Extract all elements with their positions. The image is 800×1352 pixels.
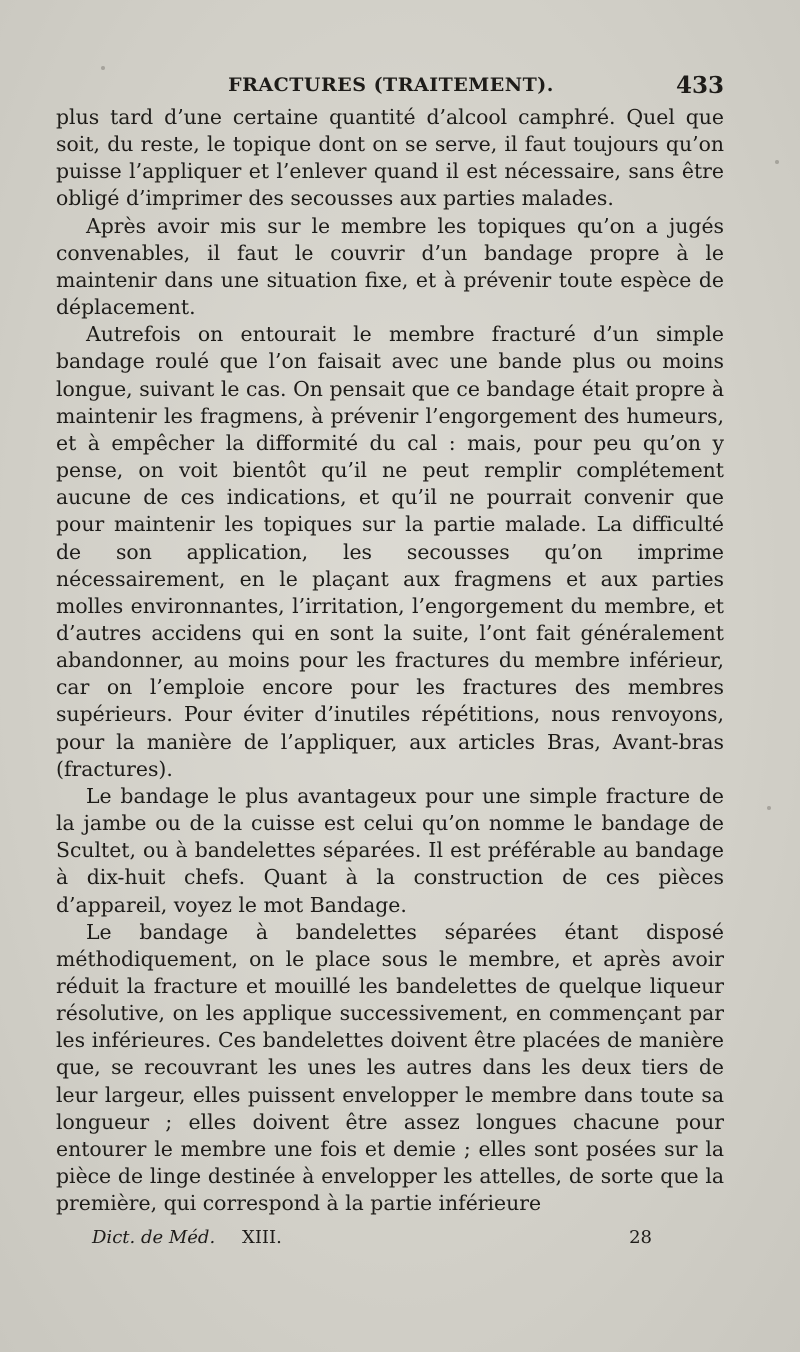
- paragraph-5: Le bandage à bandelettes séparées étant disposé méthodiquement, on le place sous le membre, et après avoir réduit la fracture et mouillé les bandelettes de quelque liqueur résolutive, on les applique successivement, en commençant par les inférieures. Ces bandelettes doivent être placées de manière que, se recouvrant les unes les autres dans les deux tiers de leur largeur, elles puissent envelopper le membre dans toute sa longueur ; elles doivent être assez longues chacune pour entourer le membre une fois et demie ; elles sont posées sur la pièce de linge destinée à envelopper les attelles, de sorte que la première, qui correspond à la partie inférieure: [56, 919, 724, 1216]
- paragraph-4: Le bandage le plus avantageux pour une simple fracture de la jambe ou de la cuisse est celui qu’on nomme le bandage de Scultet, ou à bandelettes séparées. Il est préférable au bandage à dix-huit chefs. Quant à la construction de ces pièces d’appareil, voyez le mot Bandage.: [56, 783, 724, 917]
- paragraph-3: Autrefois on entourait le membre fracturé d’un simple bandage roulé que l’on faisait avec une bande plus ou moins longue, suivant le cas. On pensait que ce bandage était propre à maintenir les fragmens, à prévenir l’engorgement des humeurs, et à empêcher la difformité du cal : mais, pour peu qu’on y pense, on voit bientôt qu’il ne peut remplir complétement aucune de ces indications, et qu’il ne pourrait convenir que pour maintenir les topiques sur la partie malade. La difficulté de son application, les secousses qu’on imprime nécessairement, en le plaçant aux fragmens et aux parties molles environnantes, l’irritation, l’engorgement du membre, et d’autres accidens qui en sont la suite, l’ont fait généralement abandonner, au moins pour les fractures du membre inférieur, car on l’emploie encore pour les fractures des membres supérieurs. Pour éviter d’inutiles répétitions, nous renvoyons, pour la manière de l’appliquer, aux articles Bras, Avant-bras (fractures).: [56, 322, 724, 781]
- paper-speck: [775, 160, 779, 164]
- page-number: 433: [675, 72, 724, 99]
- footer-volume: XIII.: [242, 1227, 282, 1248]
- running-title: FRACTURES (TRAITEMENT).: [228, 74, 554, 96]
- body-text: [56, 104, 724, 1217]
- paragraph-1: plus tard d’une certaine quantité d’alcool camphré. Quel que soit, du reste, le topique dont on se serve, il faut toujours qu’on puisse l’appliquer et l’enlever quand il est nécessaire, sans être obligé d’imprimer des secousses aux parties malades.: [56, 105, 724, 211]
- page-footer: [92, 1227, 652, 1253]
- paper-speck: [101, 66, 105, 70]
- paragraph-2: Après avoir mis sur le membre les topiques qu’on a jugés convenables, il faut le couvrir d’un bandage propre à le maintenir dans une situation fixe, et à prévenir toute espèce de déplacement.: [56, 213, 724, 320]
- page-header: [58, 72, 724, 102]
- paper-speck: [767, 806, 771, 810]
- footer-sheet-number: 28: [629, 1227, 652, 1248]
- footer-signature: Dict. de Méd.: [92, 1227, 216, 1248]
